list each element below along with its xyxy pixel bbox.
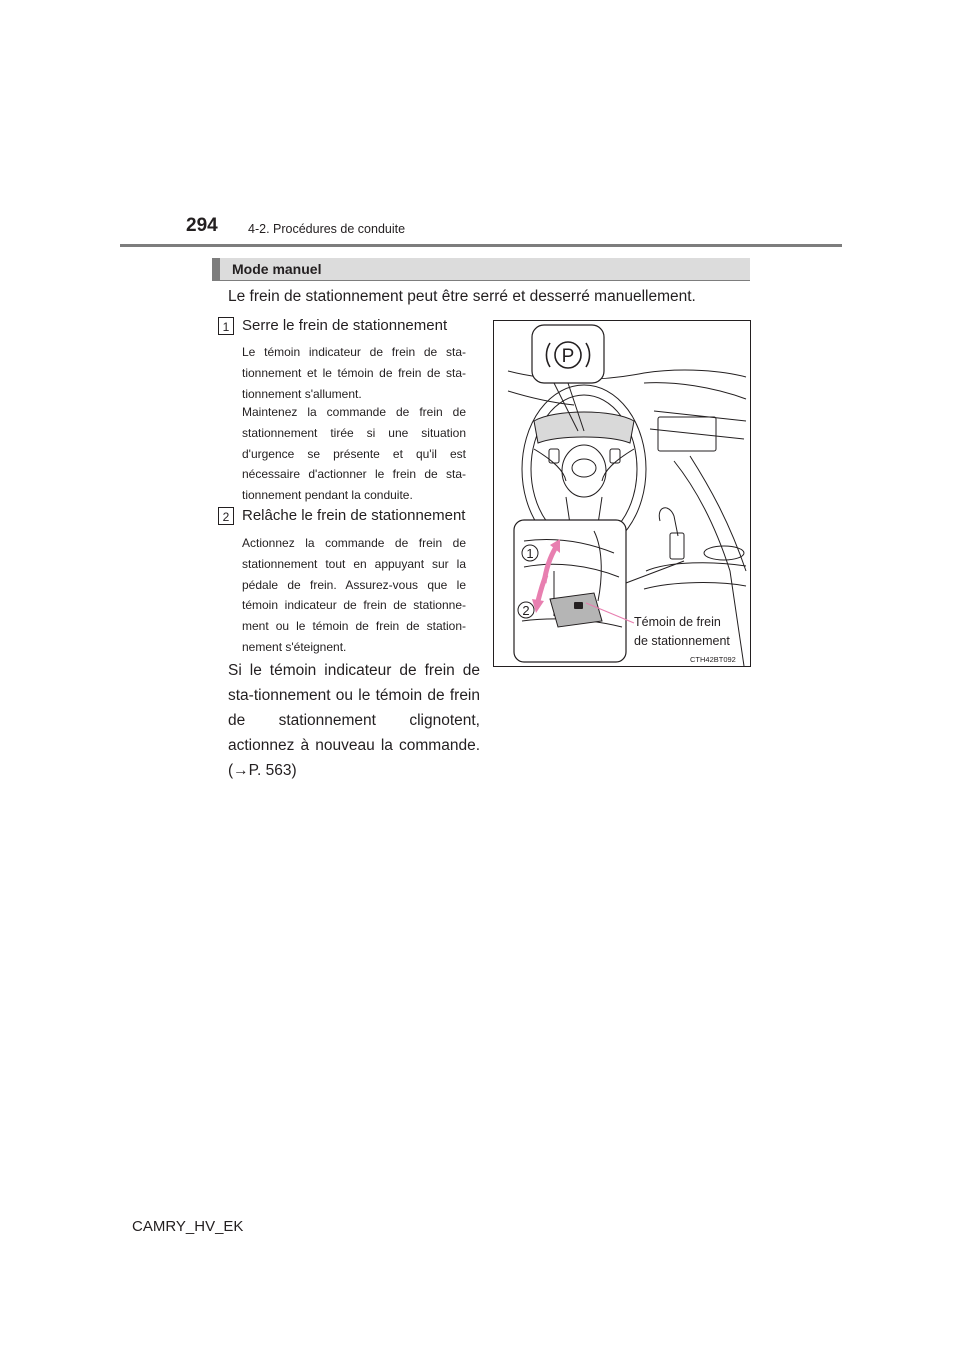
step-2-paragraph-1: Actionnez la commande de frein de stationnement tout en appuyant sur la pédale de frein. Assurez-vous que le témoin indicateur de frein de stationne-ment ou le témoin de frein de station-nement s'éteignent.: [242, 536, 466, 654]
indicator-label: [634, 613, 730, 651]
step-1-paragraph-1: Le témoin indicateur de frein de sta-tionnement et le témoin de frein de sta-tionnement s'allument.: [242, 345, 466, 401]
page-number: 294: [186, 215, 218, 236]
figure-parking-brake: [493, 320, 751, 667]
callout-2: 2: [522, 603, 530, 618]
intro-text: Le frein de stationnement peut être serré et desserré manuellement.: [228, 288, 696, 305]
callout-1: 1: [526, 546, 534, 561]
figure-code: CTH42BT092: [690, 655, 736, 664]
section-title: 4-2. Procédures de conduite: [248, 222, 406, 236]
title-underline: [212, 280, 750, 281]
topic-title: Mode manuel: [232, 261, 322, 277]
reference-arrow: →: [233, 762, 249, 779]
step-2-title: Relâche le frein de stationnement: [242, 507, 466, 524]
step-1-paragraph-2: Maintenez la commande de frein de stationnement tirée si une situation d'urgence se présente et qu'il est nécessaire d'actionner le frein de sta-tionnement pendant la conduite.: [242, 405, 466, 503]
step-1-number: 1: [218, 317, 234, 335]
header-rule: [120, 244, 842, 247]
indicator-label-line-1: Témoin de frein: [634, 615, 721, 629]
step-2-number: 2: [218, 507, 234, 525]
note-body: Si le témoin indicateur de frein de sta-tionnement ou le témoin de frein de stationnement clignotent, actionnez à nouveau la commande. (: [228, 662, 480, 779]
p-symbol: P: [561, 346, 575, 367]
page-reference: P. 563): [248, 762, 297, 779]
note-text: [228, 658, 480, 783]
indicator-label-line-2: de stationnement: [634, 634, 730, 648]
footer-model: CAMRY_HV_EK: [132, 1218, 244, 1235]
topic-title-bar: [212, 258, 750, 280]
step-1-title: Serre le frein de stationnement: [242, 317, 448, 334]
